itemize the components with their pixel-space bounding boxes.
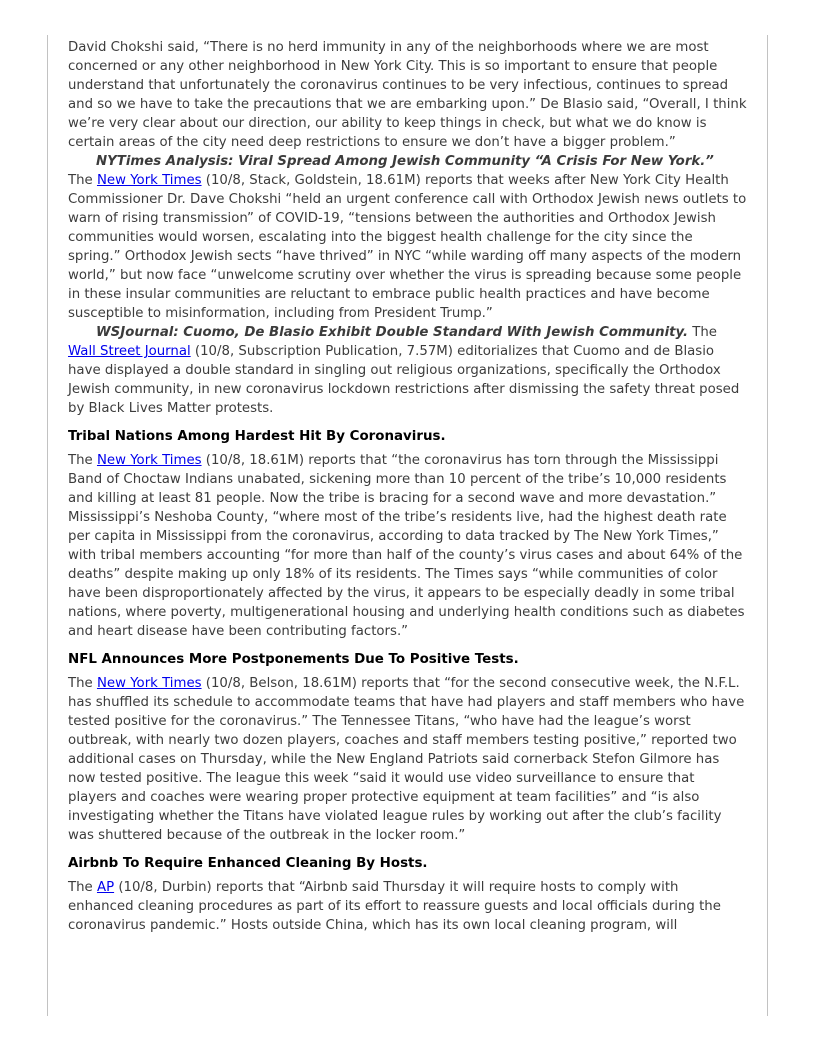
- paragraph-nfl-postponements: [68, 674, 747, 845]
- heading-airbnb-cleaning: Airbnb To Require Enhanced Cleaning By Hosts.: [68, 856, 428, 871]
- new-york-times-link[interactable]: New York Times: [96, 173, 202, 188]
- heading-tribal-nations: Tribal Nations Among Hardest Hit By Coronavirus.: [68, 429, 446, 444]
- paragraph-text: (10/8, Belson, 18.61M) reports that “for the second consecutive week, the N.F.L. has shuffled its schedule to accommodate teams that have had players and staff members who have tested positive for the coronavirus.” The Tennessee Titans, “who have had the league’s worst outbreak, with nearly two dozen players, coaches and staff members testing positive,” reported two additional cases on Thursday, while the New England Patriots said cornerback Stefon Gilmore has now tested positive. The league this week “said it would use video surveillance to ensure that players and coaches were wearing proper protective equipment at team facilities” and “is also investigating whether the Titans have violated league rules by working out after the club’s facility was shuttered because of the outbreak in the locker room.”: [68, 676, 745, 843]
- new-york-times-link[interactable]: New York Times: [96, 676, 202, 691]
- paragraph-text: (10/8, Stack, Goldstein, 18.61M) reports that weeks after New York City Health Commissioner Dr. Dave Chokshi “held an urgent conference call with Orthodox Jewish news outlets to warn of rising transmission” of COVID-19, “tensions between the authorities and Orthodox Jewish communities would worsen, escalating into the biggest health challenge for the city since the spring.” Orthodox Jewish sects “have thrived” in NYC “while warding off many aspects of the modern world,” but now face “unwelcome scrutiny over whether the virus is spreading because some people in these insular communities are reluctant to embrace public health practices and have become susceptible to misinformation, including from President Trump.”: [68, 173, 747, 321]
- heading-nfl-postponements: NFL Announces More Postponements Due To Positive Tests.: [68, 652, 519, 667]
- wall-street-journal-link[interactable]: Wall Street Journal: [68, 344, 191, 359]
- content-column: [47, 35, 768, 1016]
- paragraph-text: (10/8, Subscription Publication, 7.57M) editorializes that Cuomo and de Blasio have displayed a double standard in singling out religious organizations, specifically the Orthodox Jewish community, in new coronavirus lockdown restrictions after dismissing the safety threat posed by Black Lives Matter protests.: [68, 344, 740, 416]
- ap-link[interactable]: AP: [96, 880, 115, 895]
- paragraph-chokshi-quote: [68, 38, 747, 152]
- paragraph-text: The: [68, 453, 97, 468]
- paragraph-text: The: [68, 154, 719, 188]
- paragraph-tribal-nations: [68, 451, 747, 641]
- paragraph-text: David Chokshi said, “There is no herd immunity in any of the neighborhoods where we are most concerned or any other neighborhood in New York City. This is so important to ensure that people understand that unfortunately the coronavirus continues to be very infectious, continues to spread and so we have to take the precautions that we are embarking upon.” De Blasio said, “Overall, I think we’re very clear about our direction, our ability to keep things in check, but what we do know is certain areas of the city need deep restrictions to ensure we don’t have a bigger problem.”: [68, 40, 747, 150]
- paragraph-wsjournal-editorial: [68, 323, 747, 418]
- paragraph-airbnb-cleaning: [68, 878, 747, 935]
- paragraph-text: (10/8, Durbin) reports that “Airbnb said Thursday it will require hosts to comply with enhanced cleaning procedures as part of its effort to reassure guests and local officials during the coronavirus pandemic.” Hosts outside China, which has its own local cleaning program, will: [68, 880, 721, 933]
- paragraph-nytimes-analysis: [68, 152, 747, 323]
- paragraph-text: The: [68, 676, 97, 691]
- editorial-headline: WSJournal: Cuomo, De Blasio Exhibit Double Standard With Jewish Community.: [96, 325, 689, 340]
- analysis-headline: NYTimes Analysis: Viral Spread Among Jewish Community “A Crisis For New York.”: [96, 154, 714, 169]
- new-york-times-link[interactable]: New York Times: [96, 453, 202, 468]
- paragraph-text: (10/8, 18.61M) reports that “the coronavirus has torn through the Mississippi Band of Choctaw Indians unabated, sickening more than 10 percent of the tribe’s 10,000 residents and killing at least 81 people. Now the tribe is bracing for a second wave and more devastation.” Mississippi’s Neshoba County, “where most of the tribe’s residents live, had the highest death rate per capita in Mississippi from the coronavirus, according to data tracked by The New York Times,” with tribal members accounting “for more than half of the county’s virus cases and about 64% of the deaths” despite making up only 18% of its residents. The Times says “while communities of color have been disproportionately affected by the virus, it appears to be especially deadly in some tribal nations, where poverty, multigenerational housing and underlying health conditions such as diabetes and heart disease have been contributing factors.”: [68, 453, 745, 639]
- paragraph-text: The: [688, 325, 717, 340]
- paragraph-text: The: [68, 880, 97, 895]
